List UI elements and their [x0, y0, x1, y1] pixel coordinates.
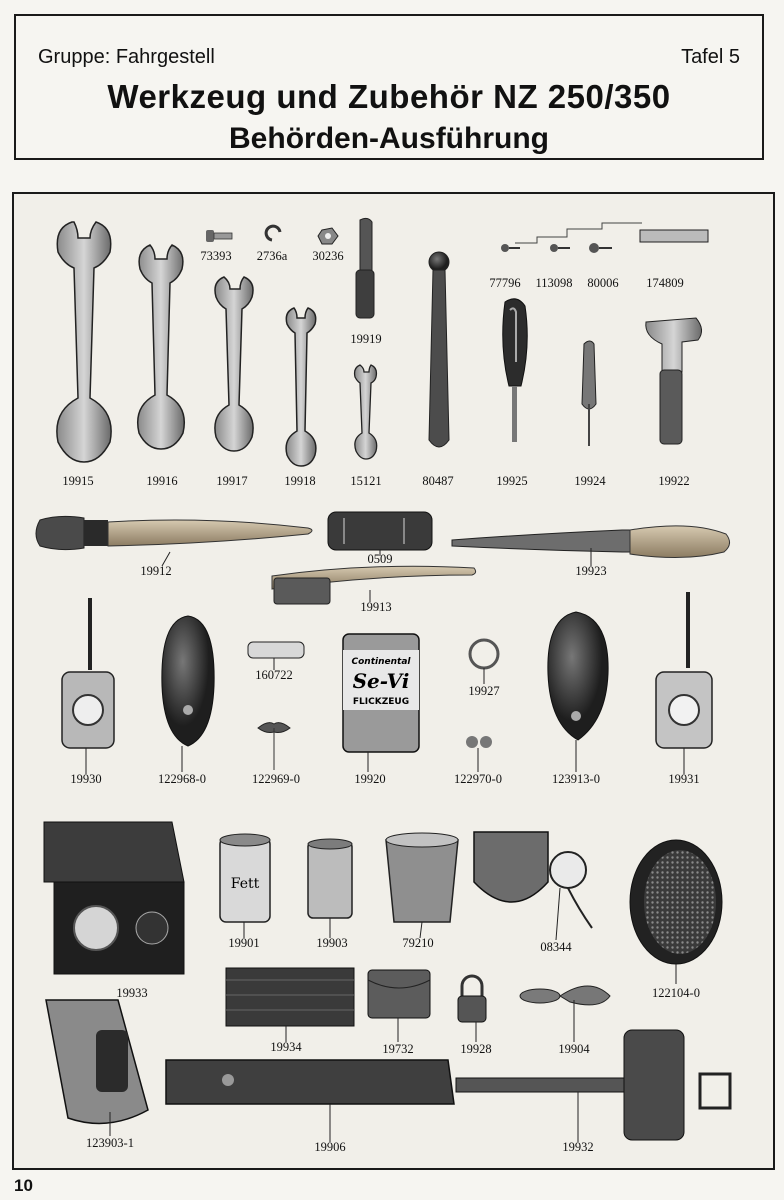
wrench-19915: [57, 222, 111, 462]
part-number-19931: 19931: [668, 772, 700, 786]
can-brand: Continental: [351, 657, 411, 667]
part-number-15121: 15121: [350, 474, 382, 488]
socket-bar-80487: [429, 252, 449, 447]
tin-19901: [220, 834, 270, 922]
oil-can-19931: [656, 592, 712, 748]
nuts-122970-0: [466, 736, 492, 748]
part-number-08344: 08344: [540, 940, 572, 954]
part-number-19924: 19924: [574, 474, 606, 488]
part-number-19932: 19932: [562, 1140, 594, 1154]
screwdriver-19925: [503, 299, 528, 442]
part-number-19928: 19928: [460, 1042, 492, 1056]
part-number-19732: 19732: [382, 1042, 414, 1056]
part-number-19913: 19913: [360, 600, 392, 614]
horn-122104-0: [630, 840, 722, 964]
padlock-19928: [458, 976, 486, 1022]
adjustable-wrench-19922: [646, 318, 702, 444]
pouch-19732: [368, 970, 430, 1018]
can-subtitle: FLICKZEUG: [352, 697, 410, 707]
part-number-19917: 19917: [216, 474, 248, 488]
pin-80006: [589, 243, 612, 253]
pin-77796: [501, 244, 520, 252]
part-number-19927: 19927: [468, 684, 500, 698]
part-number-19903: 19903: [316, 936, 348, 950]
part-number-19916: 19916: [146, 474, 178, 488]
clip-2736a: [266, 226, 280, 240]
can-product: Se-Vi: [352, 669, 410, 693]
part-number-122104-0: 122104-0: [652, 986, 700, 1000]
part-number-113098: 113098: [535, 276, 573, 290]
tin-19903: [308, 839, 352, 918]
part-number-123913-0: 123913-0: [552, 772, 600, 786]
part-number-19919: 19919: [350, 332, 382, 346]
part-number-19925: 19925: [496, 474, 528, 488]
part-number-174809: 174809: [646, 276, 684, 290]
repair-kit-can-19920: [343, 634, 419, 752]
plate-160722: [248, 642, 304, 658]
bracket-19904: [520, 986, 610, 1005]
wrench-19916: [138, 245, 185, 449]
bracket-123903-1: [46, 1000, 148, 1123]
wing-nut-122969-0: [258, 723, 290, 770]
part-number-19933: 19933: [116, 986, 148, 1000]
part-number-122970-0: 122970-0: [454, 772, 502, 786]
part-number-19901: 19901: [228, 936, 260, 950]
part-number-19906: 19906: [314, 1140, 346, 1154]
part-number-19918: 19918: [284, 474, 316, 488]
belt-19932: [456, 1030, 730, 1140]
key-set-174809: [515, 223, 708, 243]
brush-19912: [36, 516, 312, 549]
part-number-0509: 0509: [367, 552, 393, 566]
group-label: Gruppe: Fahrgestell: [38, 46, 215, 68]
part-number-2736a: 2736a: [256, 249, 288, 263]
roll-0509: [328, 512, 432, 550]
part-number-122969-0: 122969-0: [252, 772, 300, 786]
part-number-19934: 19934: [270, 1040, 302, 1054]
part-number-30236: 30236: [312, 249, 344, 263]
tin-label: Fett: [230, 876, 260, 892]
awl-19924: [582, 341, 596, 446]
ring-19927: [470, 640, 498, 668]
part-number-123903-1: 123903-1: [86, 1136, 134, 1150]
pouch-08344: [474, 832, 592, 928]
wrench-19917: [215, 277, 253, 451]
part-number-160722: 160722: [255, 668, 293, 682]
pin-113098: [550, 244, 570, 252]
part-number-19923: 19923: [575, 564, 607, 578]
strap-19906: [166, 1060, 454, 1104]
part-number-79210: 79210: [402, 936, 434, 950]
page-subtitle: Behörden-Ausführung: [229, 122, 549, 155]
tape-19934: [226, 968, 354, 1026]
part-number-19922: 19922: [658, 474, 690, 488]
part-number-80006: 80006: [587, 276, 619, 290]
part-number-19915: 19915: [62, 474, 94, 488]
part-number-122968-0: 122968-0: [158, 772, 206, 786]
oil-can-19930: [62, 598, 114, 748]
page-number: 10: [14, 1176, 33, 1195]
part-number-19912: 19912: [140, 564, 172, 578]
wire-brush-19913: [272, 566, 476, 604]
grip-123913-0: [548, 612, 608, 740]
part-number-19904: 19904: [558, 1042, 590, 1056]
page-title: Werkzeug und Zubehör NZ 250/350: [107, 78, 671, 115]
bulb-case-19933: [44, 822, 184, 974]
screw-73393: [206, 230, 232, 242]
wrench-19918: [286, 308, 316, 466]
part-number-19930: 19930: [70, 772, 102, 786]
part-number-73393: 73393: [200, 249, 232, 263]
plate-label: Tafel 5: [681, 46, 740, 68]
drift-19919: [356, 218, 374, 318]
cup-79210: [386, 833, 458, 922]
part-number-19920: 19920: [354, 772, 386, 786]
wrench-15121: [355, 365, 377, 459]
nut-30236: [318, 228, 338, 244]
grip-122968-0: [162, 616, 214, 746]
part-number-80487: 80487: [422, 474, 454, 488]
part-number-77796: 77796: [489, 276, 521, 290]
